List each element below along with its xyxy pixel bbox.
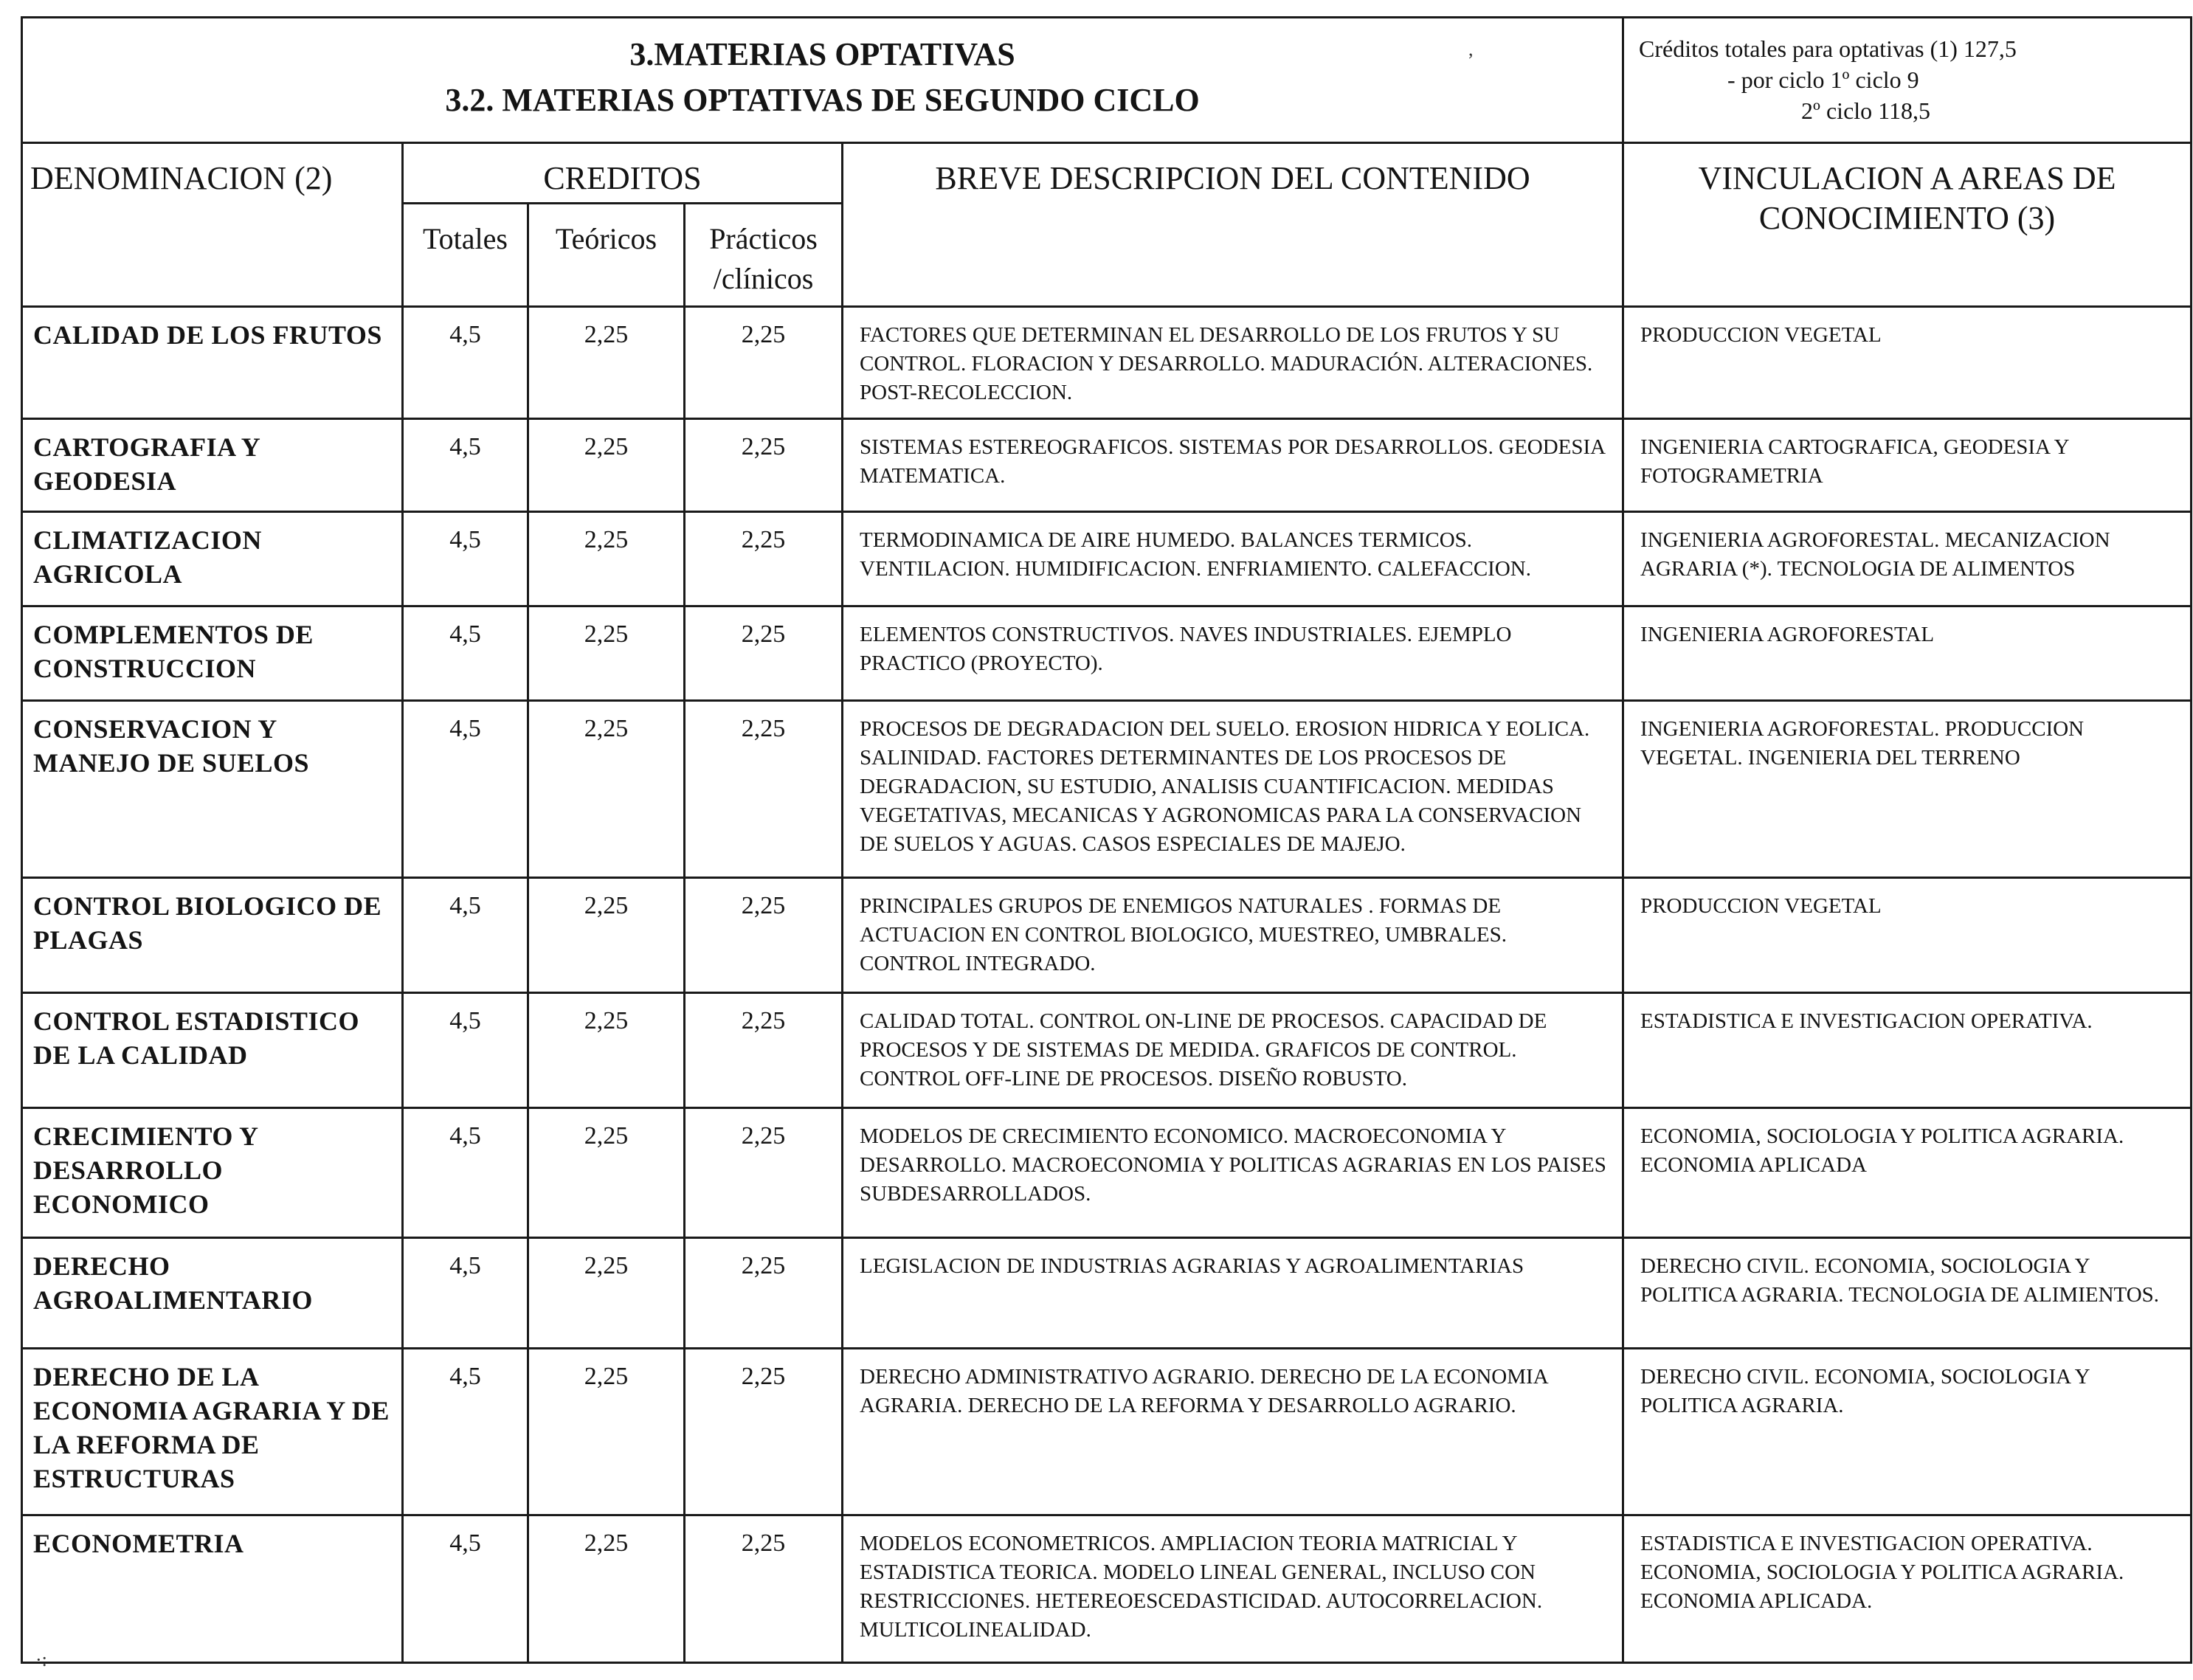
subject-row	[22, 307, 2192, 419]
denominacion-header: DENOMINACION (2)	[22, 143, 403, 307]
credits-practice: 2,25	[685, 606, 843, 701]
first-cycle-credits-text: - por ciclo 1º ciclo 9	[1727, 66, 1919, 93]
credits-theory: 2,25	[528, 1238, 685, 1349]
subject-name: CLIMATIZACION AGRICOLA	[22, 512, 403, 606]
subject-row	[22, 1349, 2192, 1515]
subject-name: COMPLEMENTOS DE CONSTRUCCION	[22, 606, 403, 701]
subject-name: CRECIMIENTO Y DESARROLLO ECONOMICO	[22, 1108, 403, 1238]
knowledge-areas: ESTADISTICA E INVESTIGACION OPERATIVA. ECONOMIA, SOCIOLOGIA Y POLITICA AGRARIA. ECONOMIA APLICADA.	[1623, 1515, 2192, 1663]
credits-total: 4,5	[403, 307, 528, 419]
credits-theory: 2,25	[528, 878, 685, 993]
credits-total: 4,5	[403, 606, 528, 701]
scan-speck: ,	[1468, 38, 1474, 60]
title-cell	[22, 18, 1623, 143]
knowledge-areas: PRODUCCION VEGETAL	[1623, 307, 2192, 419]
subject-name: ECONOMETRIA	[22, 1515, 403, 1663]
credits-theory: 2,25	[528, 307, 685, 419]
content-description: ELEMENTOS CONSTRUCTIVOS. NAVES INDUSTRIALES. EJEMPLO PRACTICO (PROYECTO).	[843, 606, 1623, 701]
section-title: 3.MATERIAS OPTATIVAS	[629, 36, 1015, 72]
credits-total: 4,5	[403, 1349, 528, 1515]
content-description: MODELOS DE CRECIMIENTO ECONOMICO. MACROECONOMIA Y DESARROLLO. MACROECONOMIA Y POLITICAS AGRARIAS EN LOS PAISES SUBDESARROLLADOS.	[843, 1108, 1623, 1238]
subject-name: CONTROL ESTADISTICO DE LA CALIDAD	[22, 993, 403, 1108]
subject-name: CALIDAD DE LOS FRUTOS	[22, 307, 403, 419]
practicos-header: Prácticos /clínicos	[685, 204, 843, 307]
credits-total: 4,5	[403, 1515, 528, 1663]
subject-name: CONTROL BIOLOGICO DE PLAGAS	[22, 878, 403, 993]
content-description: TERMODINAMICA DE AIRE HUMEDO. BALANCES TERMICOS. VENTILACION. HUMIDIFICACION. ENFRIAMIENTO. CALEFACCION.	[843, 512, 1623, 606]
credits-practice: 2,25	[685, 993, 843, 1108]
subject-row	[22, 1108, 2192, 1238]
subject-row	[22, 878, 2192, 993]
subject-name: CARTOGRAFIA Y GEODESIA	[22, 419, 403, 512]
credits-theory: 2,25	[528, 512, 685, 606]
optativas-table	[21, 16, 2192, 1664]
subject-row	[22, 1515, 2192, 1663]
credits-practice: 2,25	[685, 307, 843, 419]
knowledge-areas: INGENIERIA AGROFORESTAL	[1623, 606, 2192, 701]
subject-name: DERECHO AGROALIMENTARIO	[22, 1238, 403, 1349]
column-header-row	[22, 143, 2192, 204]
subject-row	[22, 606, 2192, 701]
subject-row	[22, 993, 2192, 1108]
subject-row	[22, 512, 2192, 606]
content-description: CALIDAD TOTAL. CONTROL ON-LINE DE PROCESOS. CAPACIDAD DE PROCESOS Y DE SISTEMAS DE MEDIDA. GRAFICOS DE CONTROL. CONTROL OFF-LINE DE PROCESOS. DISEÑO ROBUSTO.	[843, 993, 1623, 1108]
credits-theory: 2,25	[528, 1108, 685, 1238]
vinculacion-header: VINCULACION A AREAS DE CONOCIMIENTO (3)	[1623, 143, 2192, 307]
subject-row	[22, 1238, 2192, 1349]
knowledge-areas: DERECHO CIVIL. ECONOMIA, SOCIOLOGIA Y POLITICA AGRARIA.	[1623, 1349, 2192, 1515]
credits-practice: 2,25	[685, 878, 843, 993]
knowledge-areas: INGENIERIA AGROFORESTAL. MECANIZACION AGRARIA (*). TECNOLOGIA DE ALIMENTOS	[1623, 512, 2192, 606]
credits-total: 4,5	[403, 1108, 528, 1238]
knowledge-areas: DERECHO CIVIL. ECONOMIA, SOCIOLOGIA Y POLITICA AGRARIA. TECNOLOGIA DE ALIMIENTOS.	[1623, 1238, 2192, 1349]
content-description: MODELOS ECONOMETRICOS. AMPLIACION TEORIA MATRICIAL Y ESTADISTICA TEORICA. MODELO LINEAL GENERAL, INCLUSO CON RESTRICCIONES. HETEREOESCEDASTICIDAD. AUTOCORRELACION. MULTICOLINEALIDAD.	[843, 1515, 1623, 1663]
creditos-header: CREDITOS	[403, 143, 843, 204]
total-credits-text: Créditos totales para optativas (1) 127,5	[1639, 35, 2017, 62]
credits-theory: 2,25	[528, 1349, 685, 1515]
credits-theory: 2,25	[528, 993, 685, 1108]
knowledge-areas: INGENIERIA CARTOGRAFICA, GEODESIA Y FOTOGRAMETRIA	[1623, 419, 2192, 512]
content-description: PRINCIPALES GRUPOS DE ENEMIGOS NATURALES . FORMAS DE ACTUACION EN CONTROL BIOLOGICO, MUESTREO, UMBRALES. CONTROL INTEGRADO.	[843, 878, 1623, 993]
credits-theory: 2,25	[528, 419, 685, 512]
second-cycle-credits-text: 2º ciclo 118,5	[1801, 97, 1930, 124]
section-subtitle: 3.2. MATERIAS OPTATIVAS DE SEGUNDO CICLO	[445, 82, 1200, 118]
subject-name: DERECHO DE LA ECONOMIA AGRARIA Y DE LA REFORMA DE ESTRUCTURAS	[22, 1349, 403, 1515]
credits-practice: 2,25	[685, 512, 843, 606]
content-description: PROCESOS DE DEGRADACION DEL SUELO. EROSION HIDRICA Y EOLICA. SALINIDAD. FACTORES DETERMINANTES DE LOS PROCESOS DE DEGRADACION, SU ESTUDIO, ANALISIS CUANTIFICACION. MEDIDAS VEGETATIVAS, MECANICAS Y AGRONOMICAS PARA LA CONSERVACION DE SUELOS Y AGUAS. CASOS ESPECIALES DE MAJEJO.	[843, 701, 1623, 878]
knowledge-areas: ESTADISTICA E INVESTIGACION OPERATIVA.	[1623, 993, 2192, 1108]
credits-total: 4,5	[403, 419, 528, 512]
credits-theory: 2,25	[528, 701, 685, 878]
credits-practice: 2,25	[685, 419, 843, 512]
credits-total: 4,5	[403, 878, 528, 993]
subject-row	[22, 419, 2192, 512]
title-row	[22, 18, 2192, 143]
credits-theory: 2,25	[528, 1515, 685, 1663]
credits-practice: 2,25	[685, 1349, 843, 1515]
credits-total: 4,5	[403, 701, 528, 878]
descripcion-header: BREVE DESCRIPCION DEL CONTENIDO	[843, 143, 1623, 307]
subject-name: CONSERVACION Y MANEJO DE SUELOS	[22, 701, 403, 878]
totales-header: Totales	[403, 204, 528, 307]
credits-total: 4,5	[403, 512, 528, 606]
credits-practice: 2,25	[685, 1108, 843, 1238]
content-description: DERECHO ADMINISTRATIVO AGRARIO. DERECHO DE LA ECONOMIA AGRARIA. DERECHO DE LA REFORMA Y DESARROLLO AGRARIO.	[843, 1349, 1623, 1515]
credits-practice: 2,25	[685, 1515, 843, 1663]
teoricos-header: Teóricos	[528, 204, 685, 307]
credits-theory: 2,25	[528, 606, 685, 701]
credits-total: 4,5	[403, 1238, 528, 1349]
content-description: FACTORES QUE DETERMINAN EL DESARROLLO DE LOS FRUTOS Y SU CONTROL. FLORACION Y DESARROLLO. MADURACIÓN. ALTERACIONES. POST-RECOLECCION.	[843, 307, 1623, 419]
subject-row	[22, 701, 2192, 878]
credits-practice: 2,25	[685, 1238, 843, 1349]
credits-summary-cell	[1623, 18, 2192, 143]
content-description: LEGISLACION DE INDUSTRIAS AGRARIAS Y AGROALIMENTARIAS	[843, 1238, 1623, 1349]
plan-de-estudios-sheet	[21, 16, 2190, 1664]
credits-practice: 2,25	[685, 701, 843, 878]
credits-total: 4,5	[403, 993, 528, 1108]
scan-speck: ·:	[35, 1649, 47, 1670]
knowledge-areas: PRODUCCION VEGETAL	[1623, 878, 2192, 993]
content-description: SISTEMAS ESTEREOGRAFICOS. SISTEMAS POR DESARROLLOS. GEODESIA MATEMATICA.	[843, 419, 1623, 512]
knowledge-areas: ECONOMIA, SOCIOLOGIA Y POLITICA AGRARIA. ECONOMIA APLICADA	[1623, 1108, 2192, 1238]
knowledge-areas: INGENIERIA AGROFORESTAL. PRODUCCION VEGETAL. INGENIERIA DEL TERRENO	[1623, 701, 2192, 878]
